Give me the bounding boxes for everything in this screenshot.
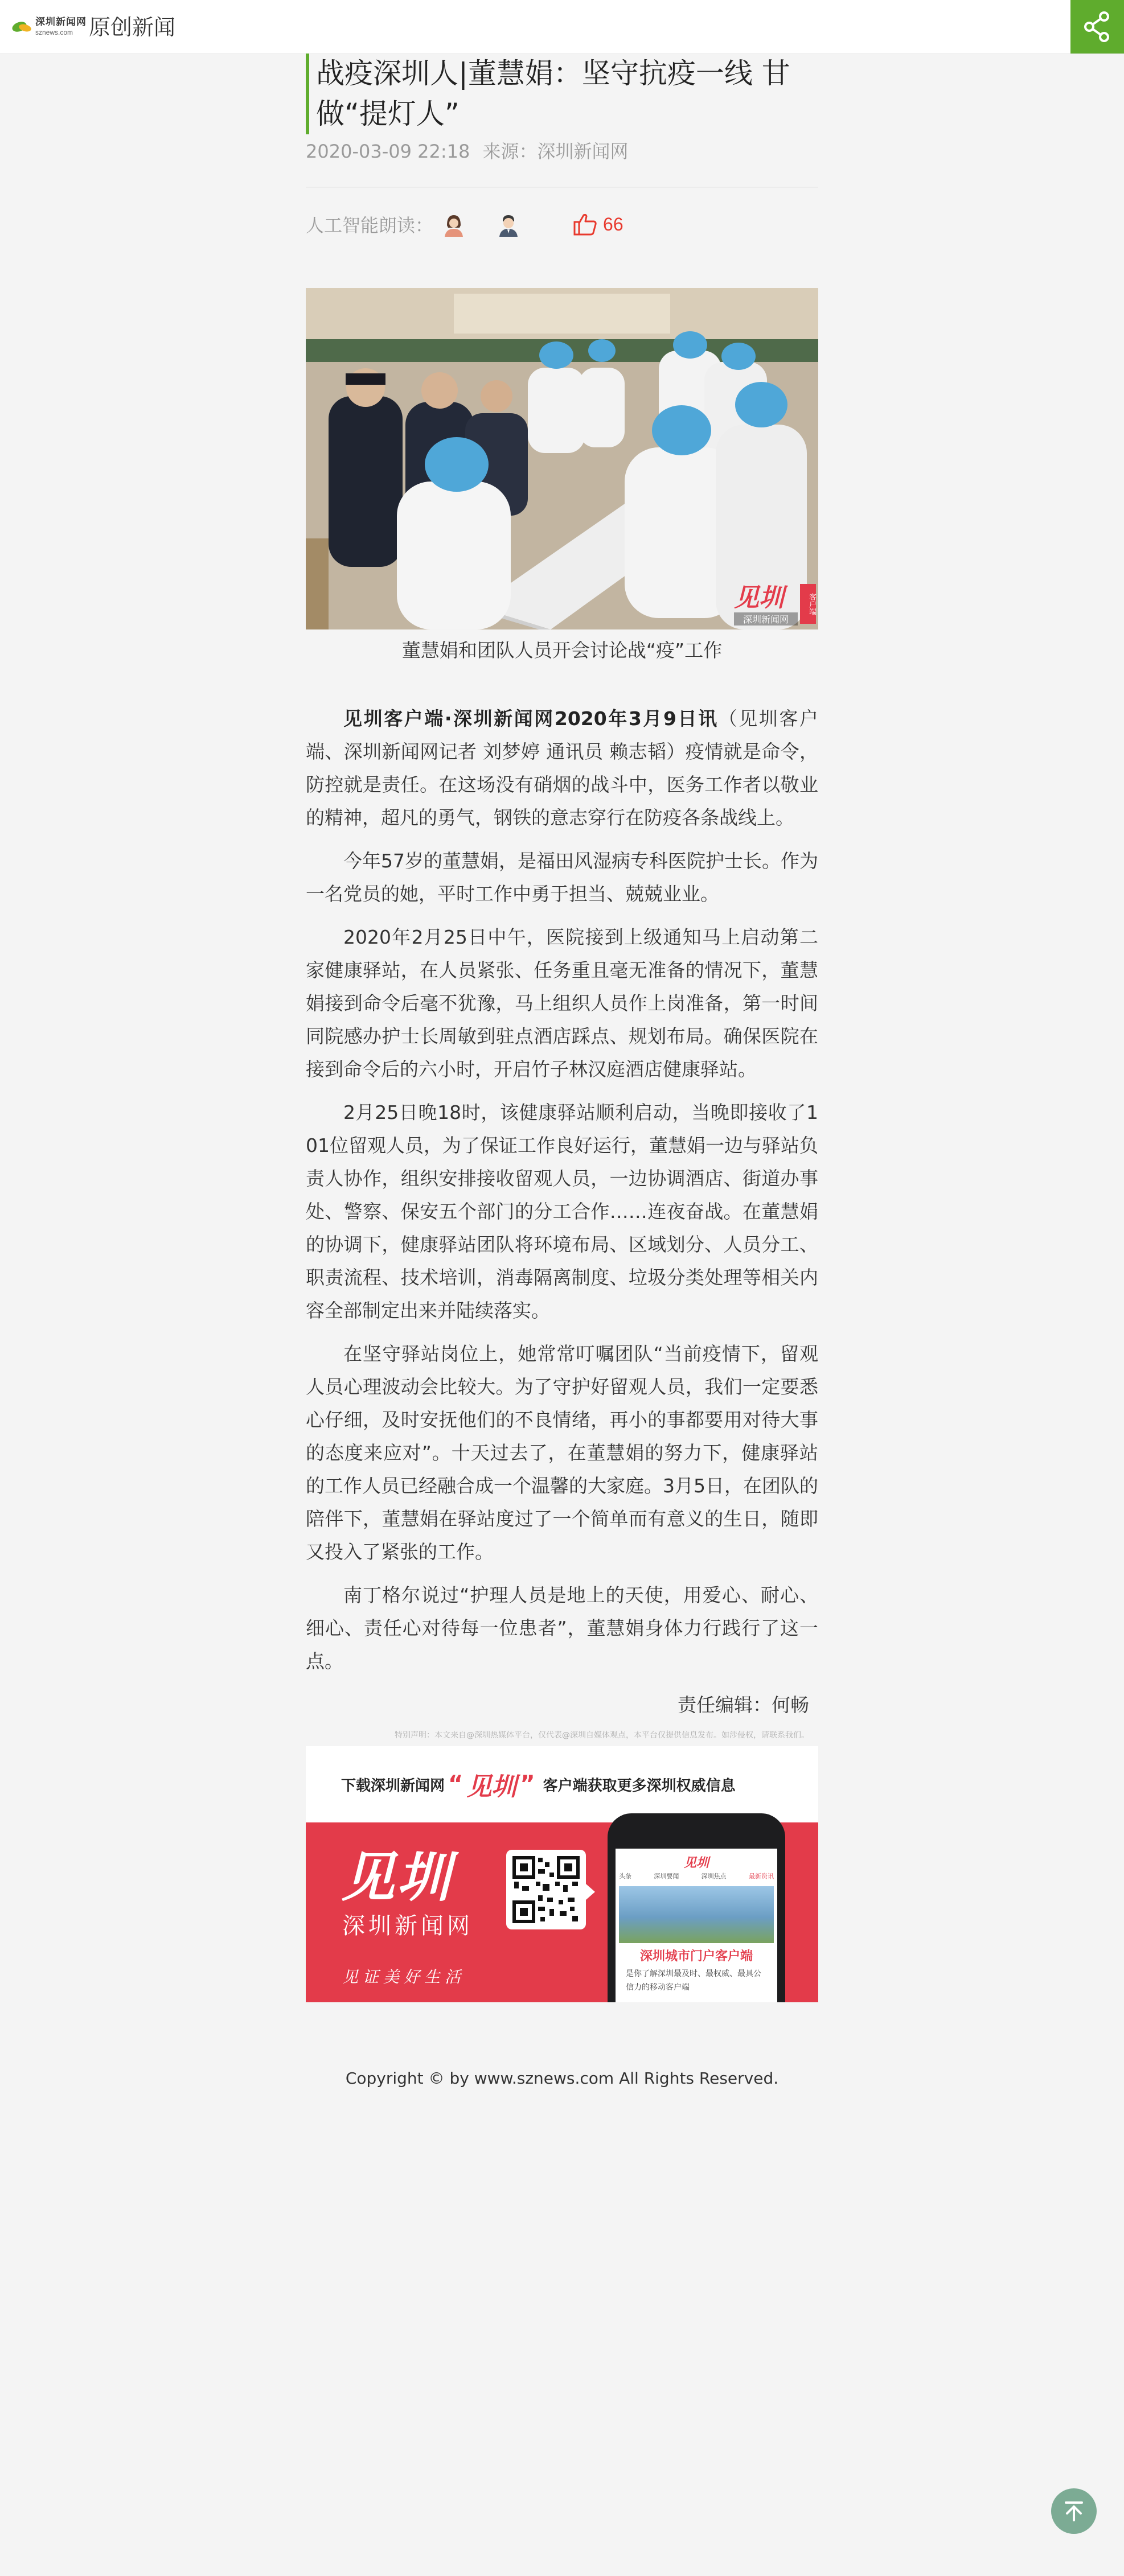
- app-download-banner[interactable]: [306, 1746, 818, 2002]
- brand-cn: 深圳新闻网: [35, 17, 87, 28]
- top-bar: [0, 0, 1124, 54]
- ai-reader-bar: [306, 211, 623, 238]
- page-label: 原创新闻: [89, 15, 176, 40]
- brand-en: sznews.com: [35, 28, 73, 36]
- back-to-top-icon: [1061, 2499, 1086, 2524]
- female-voice-icon: [440, 211, 467, 238]
- watermark-corner-tag: 客户端: [800, 584, 816, 624]
- lead-text: （见圳客户端、深圳新闻网记者 刘梦婷 通讯员 赖志韬）疫情就是命令，防控就是责任。在这场没有硝烟的战斗中，医务工作者以敬业的精神，超凡的勇气，钢铁的意志穿行在防疫各条战线上。: [306, 707, 818, 829]
- banner-logo-text: 见圳: [466, 1772, 517, 1801]
- phone-mockup: [608, 1813, 785, 2002]
- article-body: [306, 702, 818, 1688]
- thumbs-up-icon: [573, 213, 597, 236]
- paragraph: 2月25日晚18时，该健康驿站顺利启动，当晚即接收了101位留观人员，为了保证工作良好运行，董慧娟一边与驿站负责人协作，组织安排接收留观人员，一边协调酒店、街道办事处、警察、保安五个部门的分工合作……连夜奋战。在董慧娟的协调下，健康驿站团队将环境布局、区域划分、人员分工、职责流程、技术培训，消毒隔离制度、垃圾分类处理等相关内容全部制定出来并陆续落实。: [306, 1101, 818, 1322]
- paragraph: 在坚守驿站岗位上，她常常叮嘱团队“当前疫情下，留观人员心理波动会比较大。为了守护好留观人员，我们一定要悉心仔细，及时安抚他们的不良情绪，再小的事都要用对待大事的态度来应对”。十天过去了，在董慧娟的努力下，健康驿站的工作人员已经融合成一个温馨的大家庭。3月5日，在团队的陪伴下，董慧娟在驿站度过了一个简单而有意义的生日，随即又投入了紧张的工作。: [306, 1343, 818, 1563]
- disclaimer: 特别声明：本文来自@深圳热媒体平台，仅代表@深圳自媒体观点，本平台仅提供信息发布。如涉侵权，请联系我们。: [395, 1731, 809, 1740]
- article-title: 战疫深圳人|董慧娟：坚守抗疫一线 甘做“提灯人”: [316, 57, 790, 130]
- site-logo[interactable]: [11, 13, 87, 41]
- copyright: Copyright © by www.sznews.com All Rights Reserved.: [345, 2069, 779, 2088]
- phone-screen: [616, 1849, 777, 2002]
- banner-text-2: 客户端获取更多深圳权威信息: [543, 1777, 736, 1795]
- share-icon: [1082, 11, 1112, 43]
- female-voice-button[interactable]: [440, 211, 467, 238]
- phone-tab: 最新资讯: [748, 1873, 774, 1880]
- divider: [306, 187, 818, 188]
- banner-big-logo: 见圳: [341, 1847, 453, 1909]
- lead-dateline: 见圳客户端·深圳新闻网2020年3月9日讯: [343, 707, 719, 730]
- paragraph: 今年57岁的董慧娟，是福田风湿病专科医院护士长。作为一名党员的她，平时工作中勇于担当、兢兢业业。: [306, 850, 818, 905]
- watermark-sub: 深圳新闻网: [734, 612, 798, 626]
- qr-code-icon: [506, 1850, 586, 1929]
- banner-headline: [306, 1746, 818, 1822]
- paragraph: 2020年2月25日中午，医院接到上级通知马上启动第二家健康驿站，在人员紧张、任务重且毫无准备的情况下，董慧娟接到命令后毫不犹豫，马上组织人员作上岗准备，第一时间同院感办护士长周敏到驻点酒店踩点、规划布局。确保医院在接到命令后的六小时，开启竹子林汉庭酒店健康驿站。: [306, 926, 818, 1080]
- photo-caption: 董慧娟和团队人员开会讨论战“疫”工作: [401, 639, 723, 661]
- phone-city-image: [619, 1886, 774, 1943]
- qr-pointer: [586, 1884, 595, 1900]
- lead-paragraph: [306, 702, 818, 834]
- article-photo[interactable]: [306, 288, 818, 629]
- phone-tabs: [619, 1871, 774, 1880]
- banner-site-name: 深圳新闻网: [342, 1913, 473, 1939]
- banner-quote-open: “: [448, 1771, 463, 1797]
- paragraph: 南丁格尔说过“护理人员是地上的天使，用爱心、耐心、细心、责任心对待每一位患者”，董慧娟身体力行践行了这一点。: [306, 1584, 818, 1672]
- phone-logo: 见圳: [683, 1856, 709, 1870]
- qr-code: [506, 1850, 586, 1929]
- phone-desc: 是你了解深圳最及时、最权威、最具公信力的移动客户端: [626, 1969, 761, 1992]
- title-block: [306, 54, 822, 134]
- meeting-photo-illustration: [306, 288, 818, 629]
- banner-text-1: 下载深圳新闻网: [341, 1777, 445, 1795]
- like-button[interactable]: [573, 213, 623, 236]
- back-to-top-button[interactable]: [1051, 2488, 1097, 2534]
- watermark-logo: 见圳: [734, 583, 784, 612]
- male-voice-icon: [495, 211, 522, 238]
- banner-quote-close: ”: [520, 1771, 535, 1797]
- article-meta: [306, 139, 629, 164]
- phone-tab: 深圳要闻: [654, 1873, 679, 1880]
- logo-text: [35, 18, 87, 36]
- male-voice-button[interactable]: [495, 211, 522, 238]
- logo-leaf-icon: [11, 18, 33, 35]
- reader-label: 人工智能朗读：: [306, 215, 434, 236]
- phone-title: 深圳城市门户客户端: [639, 1949, 753, 1964]
- image-watermark: [734, 584, 819, 629]
- phone-tab: 深圳焦点: [701, 1873, 727, 1880]
- phone-tab: 头条: [619, 1873, 631, 1880]
- responsible-editor: 责任编辑：何畅: [678, 1694, 809, 1716]
- article-source: 来源：深圳新闻网: [482, 141, 629, 162]
- like-count: 66: [603, 213, 623, 234]
- banner-slogan: 见证美好生活: [342, 1968, 466, 1986]
- publish-date: 2020-03-09 22:18: [306, 141, 470, 162]
- share-button[interactable]: [1070, 0, 1124, 54]
